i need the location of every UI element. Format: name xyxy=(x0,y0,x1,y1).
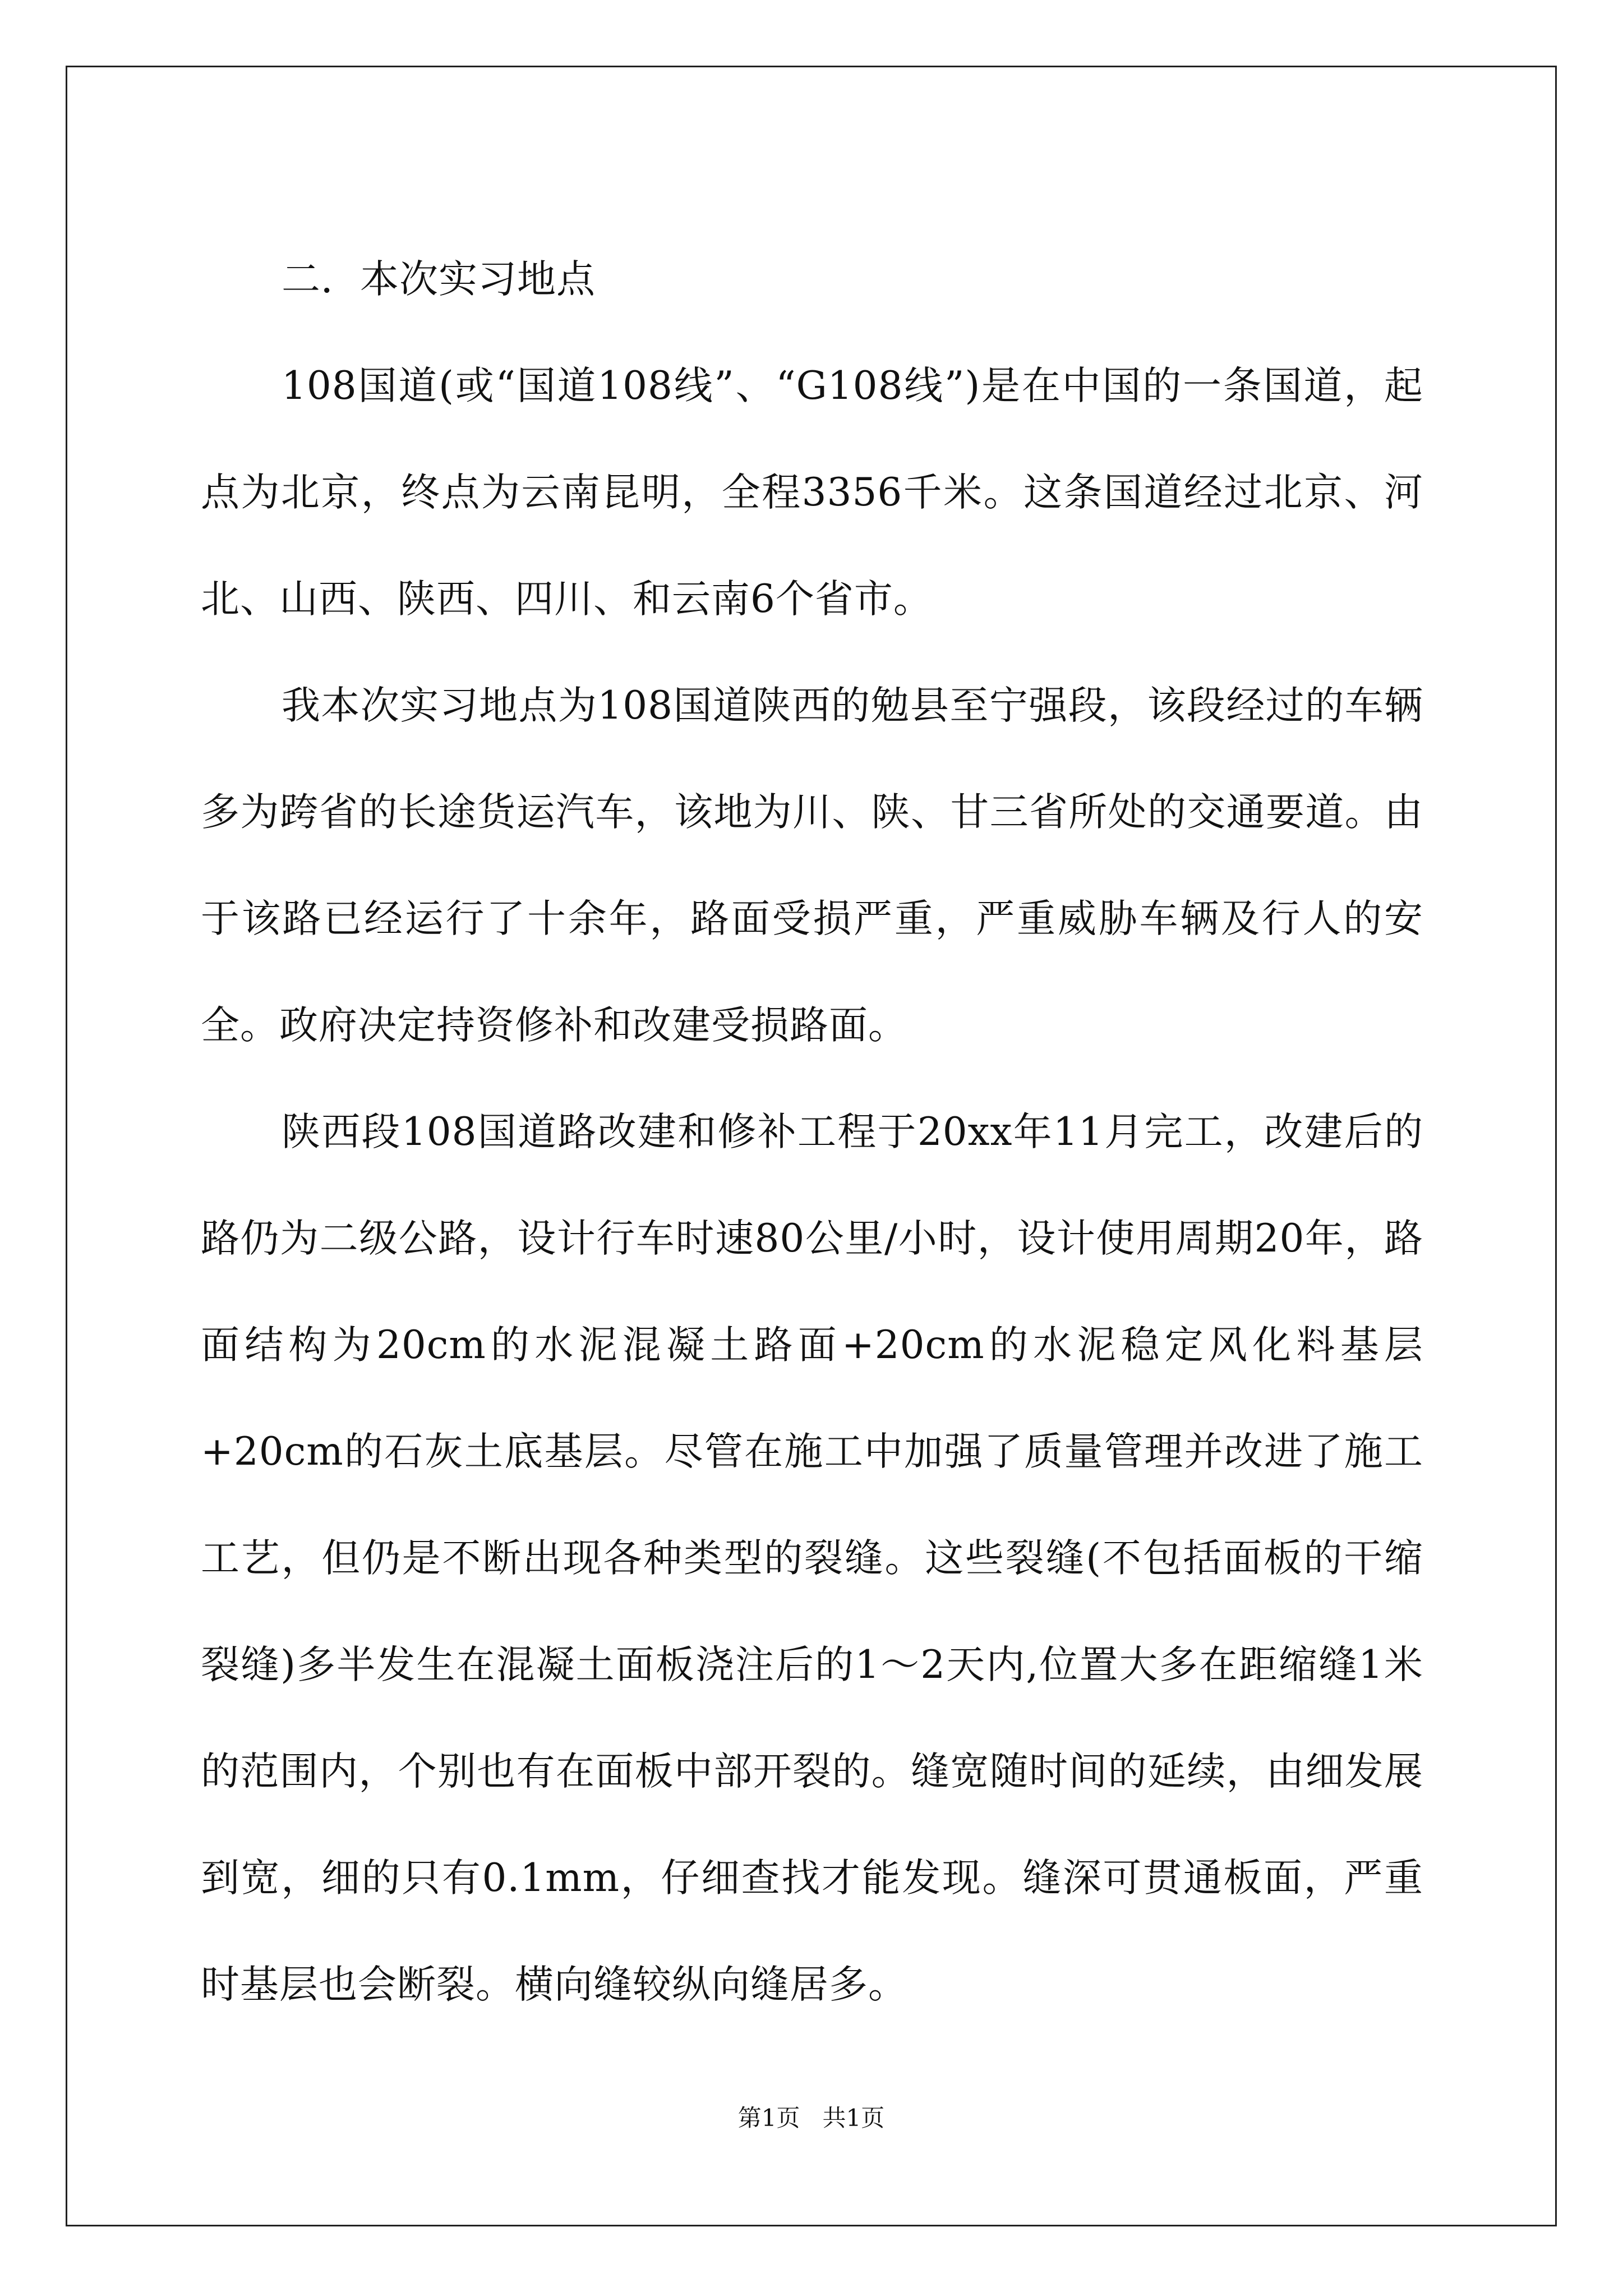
page-footer: 第1页 共1页 xyxy=(737,2104,885,2132)
paragraph-construction-details: 陕西段108国道路改建和修补工程于20xx年11月完工，改建后的路仍为二级公路，设计行车时速80公里/小时，设计使用周期20年，路面结构为20cm的水泥混凝土路面+20cm的水泥稳定风化料基层+20cm的石灰土底基层。尽管在施工中加强了质量管理并改进了施工工艺，但仍是不断出现各种类型的裂缝。这些裂缝(不包括面板的干缩裂缝)多半发生在混凝土面板浇注后的1～2天内,位置大多在距缩缝1米的范围内，个别也有在面板中部开裂的。缝宽随时间的延续，由细发展到宽，细的只有0.1mm，仔细查找才能发现。缝深可贯通板面，严重时基层也会断裂。横向缝较纵向缝居多。 xyxy=(201,1110,1423,2007)
page-frame xyxy=(66,66,1557,2226)
paragraph-internship-location: 我本次实习地点为108国道陕西的勉县至宁强段，该段经过的车辆多为跨省的长途货运汽车，该地为川、陕、甘三省所处的交通要道。由于该路已经运行了十余年，路面受损严重，严重威胁车辆及行人的安全。政府决定持资修补和改建受损路面。 xyxy=(201,683,1423,1048)
document-body xyxy=(201,67,1423,2038)
section-heading: 二．本次实习地点 xyxy=(282,257,596,302)
paragraph-route-overview: 108国道(或“国道108线”、“G108线”)是在中国的一条国道，起点为北京，终点为云南昆明，全程3356千米。这条国道经过北京、河北、山西、陕西、四川、和云南6个省市。 xyxy=(201,364,1423,622)
